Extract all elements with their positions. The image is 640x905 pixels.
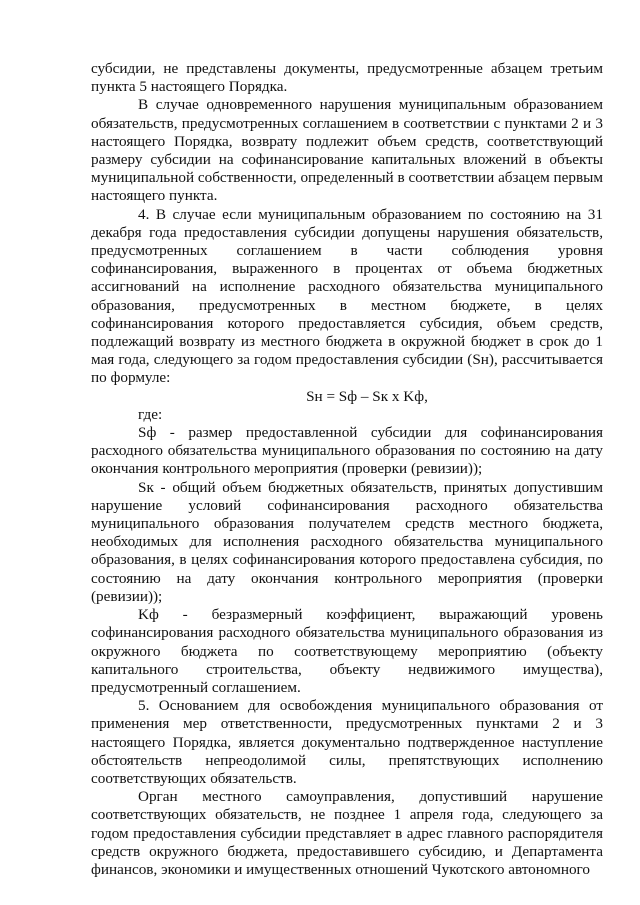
paragraph-clause-5: 5. Основанием для освобождения муниципального образования от применения мер ответственности, предусмотренных пунктами 2 и 3 настоящего Порядка, является документально подтвержденное наступление обстоятельств непреодолимой силы, препятствующих исполнению соответствующих обязательств. xyxy=(91,697,603,787)
definition-sk: Sк - общий объем бюджетных обязательств, принятых допустившим нарушение условий софинансирования расходного обязательства муниципального образования получателем средств местного бюджета, необходимых для исполнения расходного обязательства муниципального образования, в целях софинансирования которого предоставлена субсидия, по состоянию на дату окончания контрольного мероприятия (проверки (ревизии)); xyxy=(91,478,603,605)
formula: Sн = Sф – Sк x Kф, xyxy=(306,387,428,405)
paragraph-clause-4: 4. В случае если муниципальным образованием по состоянию на 31 декабря года предоставления субсидии допущены нарушения обязательств, предусмотренных соглашением в части соблюдения уровня софинансирования, выраженного в процентах от объема бюджетных ассигнований на исполнение расходного обязательства муниципального образования, предусмотренных в местном бюджете, в целях софинансирования которого предоставляется субсидия, объем средств, подлежащий возврату из местного бюджета в окружной бюджет в срок до 1 мая года, следующего за годом предоставления субсидии (Sн), рассчитывается по формуле: xyxy=(91,205,603,387)
paragraph-simultaneous-violation: В случае одновременного нарушения муниципальным образованием обязательств, предусмотренных соглашением в соответствии с пунктами 2 и 3 настоящего Порядка, возврату подлежит объем средств, соответствующий размеру субсидии на софинансирование капитальных вложений в объекты муниципальной собственности, определенный в соответствии абзацем первым настоящего пункта. xyxy=(91,96,603,205)
paragraph-local-authority: Орган местного самоуправления, допустивший нарушение соответствующих обязательств, не позднее 1 апреля года, следующего за годом предоставления субсидии представляет в адрес главного распорядителя средств окружного бюджета, предоставившего субсидию, и Департамента финансов, экономики и имущественных отношений Чукотского автономного xyxy=(91,788,603,878)
paragraph-subsidy-documents: субсидии, не представлены документы, предусмотренные абзацем третьим пункта 5 настоящего Порядка. xyxy=(91,60,603,96)
definition-sf: Sф - размер предоставленной субсидии для софинансирования расходного обязательства муниципального образования по состоянию на дату окончания контрольного мероприятия (проверки (ревизии)); xyxy=(91,424,603,478)
document-page xyxy=(91,60,603,879)
definition-kf: Kф - безразмерный коэффициент, выражающий уровень софинансирования расходного обязательства муниципального образования из окружного бюджета по соответствующему мероприятию (объекту капитального строительства, объекту недвижимого имущества), предусмотренный соглашением. xyxy=(91,606,603,696)
paragraph-where: где: xyxy=(138,405,163,423)
